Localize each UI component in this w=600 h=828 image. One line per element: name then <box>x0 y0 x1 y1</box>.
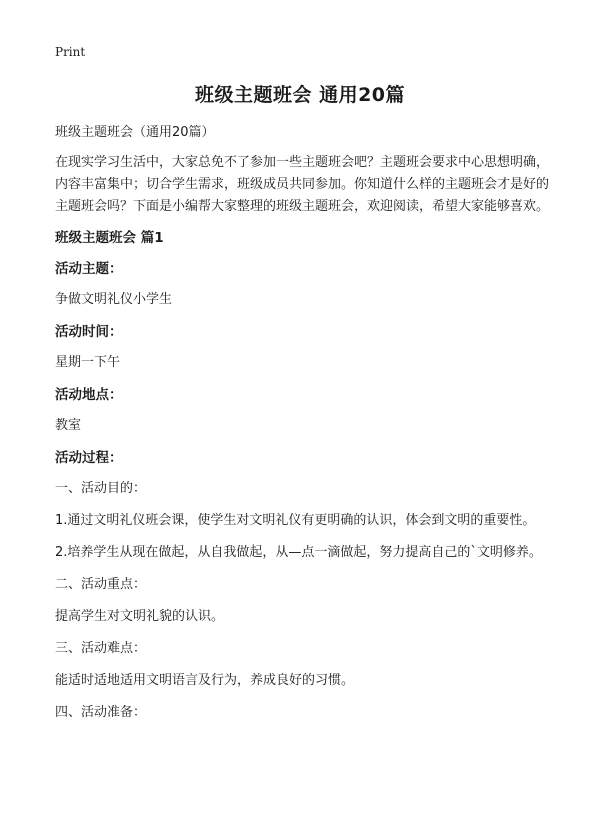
difficulty-heading: 三、活动难点： <box>55 641 147 656</box>
document-subtitle: 班级主题班会（通用20篇） <box>55 125 215 140</box>
theme-value: 争做文明礼仪小学生 <box>55 292 173 307</box>
focus-value: 提高学生对文明礼貌的认识。 <box>55 609 225 624</box>
focus-heading: 二、活动重点： <box>55 577 147 592</box>
document-body <box>55 122 560 724</box>
time-label: 活动时间： <box>55 324 123 340</box>
section-heading: 班级主题班会 篇1 <box>55 230 164 246</box>
purpose-heading: 一、活动目的： <box>55 481 147 496</box>
difficulty-value: 能适时适地适用文明语言及行为，养成良好的习惯。 <box>55 673 355 688</box>
intro-paragraph: 在现实学习生活中，大家总免不了参加一些主题班会吧？主题班会要求中心思想明确，内容丰富集中；切合学生需求，班级成员共同参加。你知道什么样的主题班会才是好的主题班会吗？下面是小编帮大家整理的班级主题班会，欢迎阅读，希望大家能够喜欢。 <box>55 155 550 214</box>
place-value: 教室 <box>55 418 82 433</box>
theme-label: 活动主题： <box>55 261 123 277</box>
process-label: 活动过程： <box>55 450 123 466</box>
page-title: 班级主题班会 通用20篇 <box>194 84 406 106</box>
purpose-item: 1.通过文明礼仪班会课，使学生对文明礼仪有更明确的认识，体会到文明的重要性。 <box>55 513 536 528</box>
time-value: 星期一下午 <box>55 355 121 370</box>
prep-heading: 四、活动准备： <box>55 705 147 720</box>
purpose-item: 2.培养学生从现在做起，从自我做起，从—点一滴做起，努力提高自己的`文明修养。 <box>55 545 542 560</box>
print-link[interactable]: Print <box>55 45 86 59</box>
place-label: 活动地点： <box>55 387 123 403</box>
